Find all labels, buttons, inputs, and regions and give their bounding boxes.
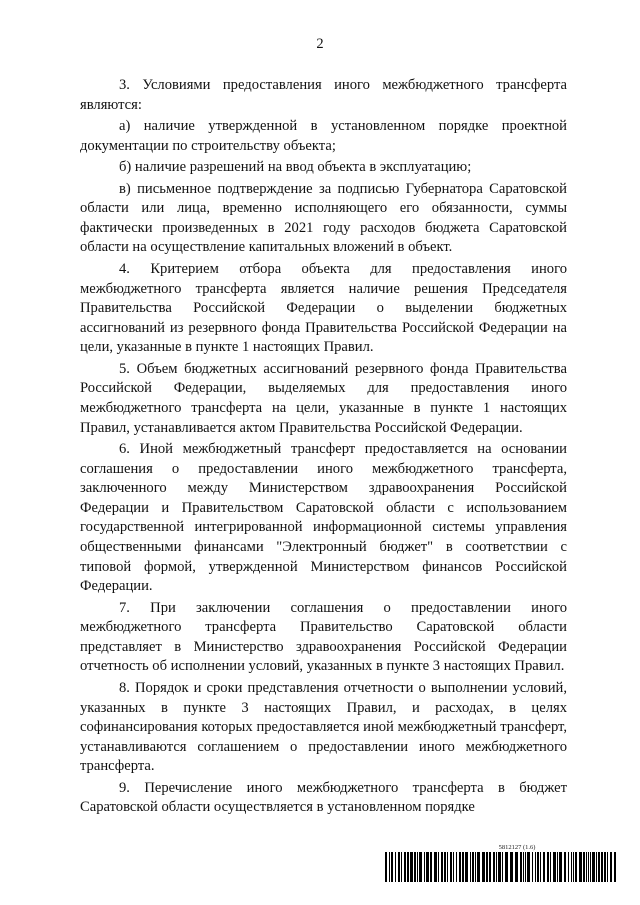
- document-body: [80, 76, 567, 820]
- paragraph-6: 6. Иной межбюджетный трансферт предоставляется на основании соглашения о предоставлении иного межбюджетного трансферта, заключенного между Министерством здравоохранения Российской Федерации и Правительством Саратовской области с использованием государственной интегрированной информационной системы управления общественными финансами "Электронный бюджет" в соответствии с типовой формой, утвержденной Министерством финансов Российской Федерации.: [80, 441, 567, 595]
- paragraph-3a: а) наличие утвержденной в установленном порядке проектной документации по строительству объекта;: [80, 118, 567, 154]
- paragraph-3c: в) письменное подтверждение за подписью Губернатора Саратовской области или лица, временно исполняющего его обязанности, суммы фактически произведенных в 2021 году расходов бюджета Саратовской области на осуществление капитальных вложений в объект.: [80, 180, 567, 256]
- paragraph-7: 7. При заключении соглашения о предоставлении иного межбюджетного трансферта Правительство Саратовской области представляет в Министерство здравоохранения Российской Федерации отчетность об исполнении условий, указанных в пункте 3 настоящих Правил.: [80, 599, 567, 675]
- paragraph-3b: б) наличие разрешений на ввод объекта в эксплуатацию;: [119, 159, 472, 176]
- paragraph-4: 4. Критерием отбора объекта для предоставления иного межбюджетного трансферта является наличие решения Председателя Правительства Российской Федерации о выделении бюджетных ассигнований из резервного фонда Правительства Российской Федерации на цели, указанные в пункте 1 настоящих Правил.: [80, 260, 567, 356]
- barcode-caption: 5812127 (1.6): [498, 844, 536, 851]
- paragraph-9: 9. Перечисление иного межбюджетного трансферта в бюджет Саратовской области осуществляется в установленном порядке: [80, 779, 567, 816]
- barcode-image: [384, 852, 620, 882]
- paragraph-8: 8. Порядок и сроки представления отчетности о выполнении условий, указанных в пункте 3 настоящих Правил, и расходах, в целях софинансирования которых предоставляется иной межбюджетный трансферт, устанавливаются соглашением о предоставлении иного межбюджетного трансферта.: [80, 679, 567, 775]
- barcode-block: [384, 844, 620, 882]
- paragraph-5: 5. Объем бюджетных ассигнований резервного фонда Правительства Российской Федерации, выделяемых для предоставления иного межбюджетного трансферта на цели, указанные в пункте 1 настоящих Правил, устанавливается актом Правительства Российской Федерации.: [80, 360, 567, 436]
- page-number: 2: [316, 36, 324, 52]
- paragraph-3: 3. Условиями предоставления иного межбюджетного трансферта являются:: [80, 77, 567, 113]
